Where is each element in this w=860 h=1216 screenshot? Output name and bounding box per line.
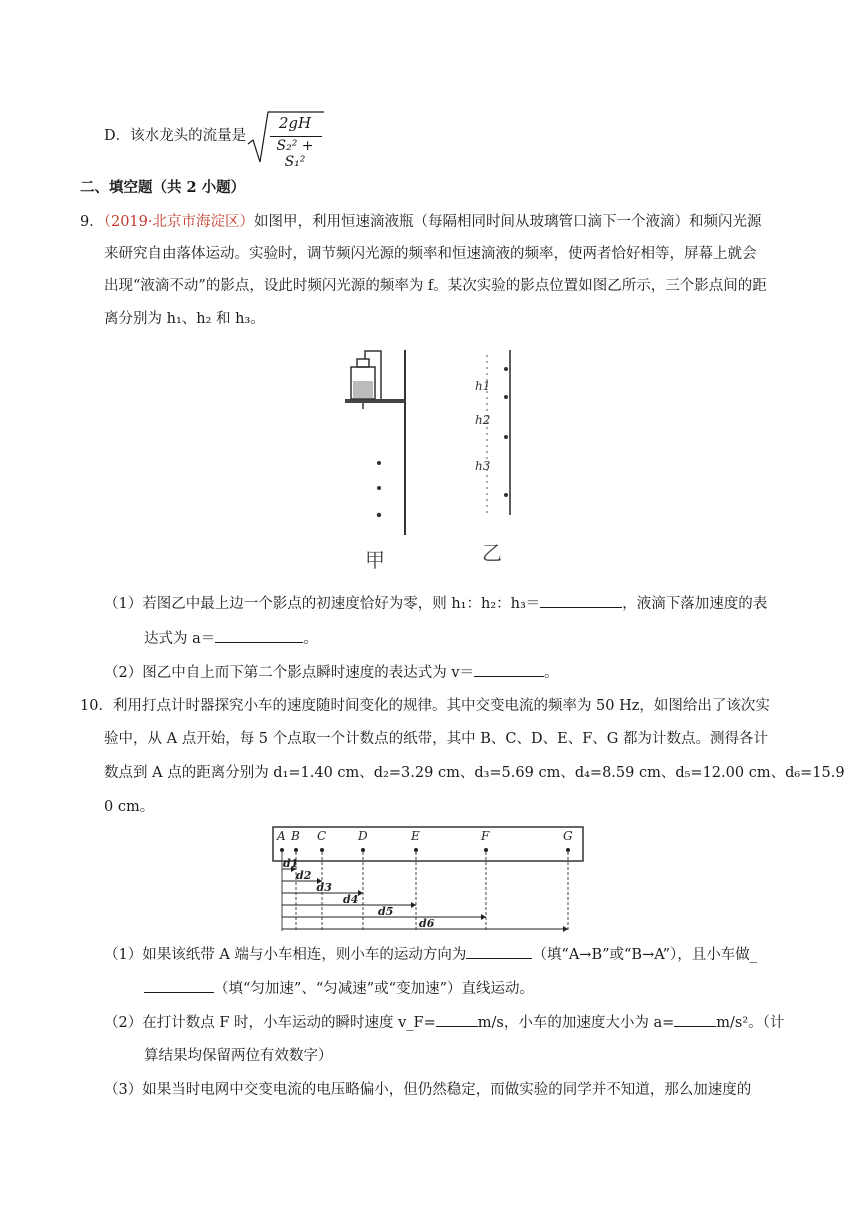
q9-line3: 出现“液滴不动”的影点，设此时频闪光源的频率为 f。某次实验的影点位置如图乙所示，三个影点间的距 bbox=[104, 278, 767, 294]
q10-line1: 10．利用打点计时器探究小车的速度随时间变化的规律。其中交变电流的频率为 50 Hz，如图给出了该次实 bbox=[80, 698, 770, 714]
option-d-text: D．该水龙头的流量是 bbox=[104, 128, 247, 144]
label-jia: 甲 bbox=[365, 548, 385, 572]
tape-dot-A bbox=[280, 848, 284, 852]
q10-line2: 验中，从 A 点开始，每 5 个点取一个计数点的纸带，其中 B、C、D、E、F、G 都为计数点。测得各计 bbox=[104, 731, 768, 747]
q9-source: （2019·北京市海淀区） bbox=[103, 214, 254, 230]
q9-line4: 离分别为 h₁、h₂ 和 h₃。 bbox=[104, 311, 265, 327]
q10-line4: 0 cm。 bbox=[104, 799, 155, 815]
dimension-arrow-d5 bbox=[481, 914, 486, 920]
tape-point-label-E: E bbox=[411, 829, 420, 843]
dimension-label-d5: d5 bbox=[378, 905, 394, 918]
tape-dot-D bbox=[361, 848, 365, 852]
label-yi: 乙 bbox=[482, 541, 502, 565]
tape-dot-G bbox=[566, 848, 570, 852]
dimension-label-d1: d1 bbox=[283, 857, 299, 870]
q9-line1-text: 如图甲，利用恒速滴液瓶（每隔相同时间从玻璃管口滴下一个液滴）和频闪光源 bbox=[254, 214, 762, 230]
answer-blank-ratio[interactable] bbox=[540, 593, 622, 608]
dimension-label-d2: d2 bbox=[296, 869, 312, 882]
label-h3: h3 bbox=[475, 459, 491, 473]
answer-blank-direction[interactable] bbox=[466, 944, 532, 959]
q9-sub1-line1: （1）若图乙中最上边一个影点的初速度恰好为零，则 h₁：h₂：h₃＝ ，液滴下落加速度的表 bbox=[104, 593, 767, 614]
ticker-tape-diagram bbox=[268, 823, 588, 938]
dimension-label-d4: d4 bbox=[343, 893, 359, 906]
section-heading: 二、填空题（共 2 小题） bbox=[80, 179, 246, 196]
tape-point-label-A: A bbox=[277, 829, 286, 843]
label-h1: h1 bbox=[475, 379, 491, 393]
tape-point-label-F: F bbox=[481, 829, 490, 843]
answer-blank-vf[interactable] bbox=[436, 1012, 478, 1027]
label-h2: h2 bbox=[475, 413, 491, 427]
dimension-arrow-d3 bbox=[358, 890, 363, 896]
tape-dot-B bbox=[294, 848, 298, 852]
dimension-label-d6: d6 bbox=[419, 917, 435, 930]
formula-numerator: 2gH bbox=[278, 114, 312, 132]
q10-sub3: （3）如果当时电网中交变电流的电压略偏小，但仍然稳定，而做实验的同学并不知道，那么加速度的 bbox=[104, 1082, 752, 1098]
q9-figure bbox=[335, 345, 535, 575]
q9-line2: 来研究自由落体运动。实验时，调节频闪光源的频率和恒速滴液的频率，使两者恰好相等，屏幕上就会 bbox=[104, 246, 757, 262]
tape-dot-F bbox=[484, 848, 488, 852]
tape-dot-E bbox=[414, 848, 418, 852]
dimension-label-d3: d3 bbox=[316, 881, 332, 894]
dimension-arrow-d4 bbox=[411, 902, 416, 908]
q10-line3: 数点到 A 点的距离分别为 d₁=1.40 cm、d₂=3.29 cm、d₃=5.69 cm、d₄=8.59 cm、d₅=12.00 cm、d₆=15.9 bbox=[104, 765, 845, 781]
tape-point-label-C: C bbox=[317, 829, 327, 843]
answer-blank-velocity[interactable] bbox=[474, 662, 544, 677]
q10-sub1-line1: （1）如果该纸带 A 端与小车相连，则小车的运动方向为 （填“A→B”或“B→A”），且小车做_ bbox=[104, 944, 757, 965]
q9-sub2: （2）图乙中自上而下第二个影点瞬时速度的表达式为 v＝ 。 bbox=[104, 662, 559, 683]
q9-sub1-line2: 达式为 a＝ 。 bbox=[144, 628, 318, 649]
flow-rate-formula bbox=[246, 110, 326, 170]
q10-sub1-line2: （填“匀加速”、“匀减速”或“变加速”）直线运动。 bbox=[144, 978, 534, 999]
tape-point-label-D: D bbox=[358, 829, 368, 843]
dimension-arrow-d6 bbox=[563, 926, 568, 932]
q9-line1 bbox=[80, 212, 762, 232]
q9-number: 9． bbox=[80, 214, 104, 230]
tape-point-label-G: G bbox=[563, 829, 573, 843]
tape-dot-C bbox=[320, 848, 324, 852]
q10-sub2-line2: 算结果均保留两位有效数字） bbox=[144, 1048, 333, 1064]
q10-number: 10． bbox=[80, 698, 113, 714]
formula-denominator: S₂² + S₁² bbox=[276, 138, 314, 170]
answer-blank-motion-type[interactable] bbox=[144, 978, 214, 993]
answer-blank-acceleration[interactable] bbox=[215, 628, 303, 643]
answer-blank-a[interactable] bbox=[674, 1012, 716, 1027]
tape-point-label-B: B bbox=[291, 829, 300, 843]
q10-sub2-line1: （2）在打计数点 F 时，小车运动的瞬时速度 v_F= m/s，小车的加速度大小为 a= m/s²。（计 bbox=[104, 1012, 784, 1033]
